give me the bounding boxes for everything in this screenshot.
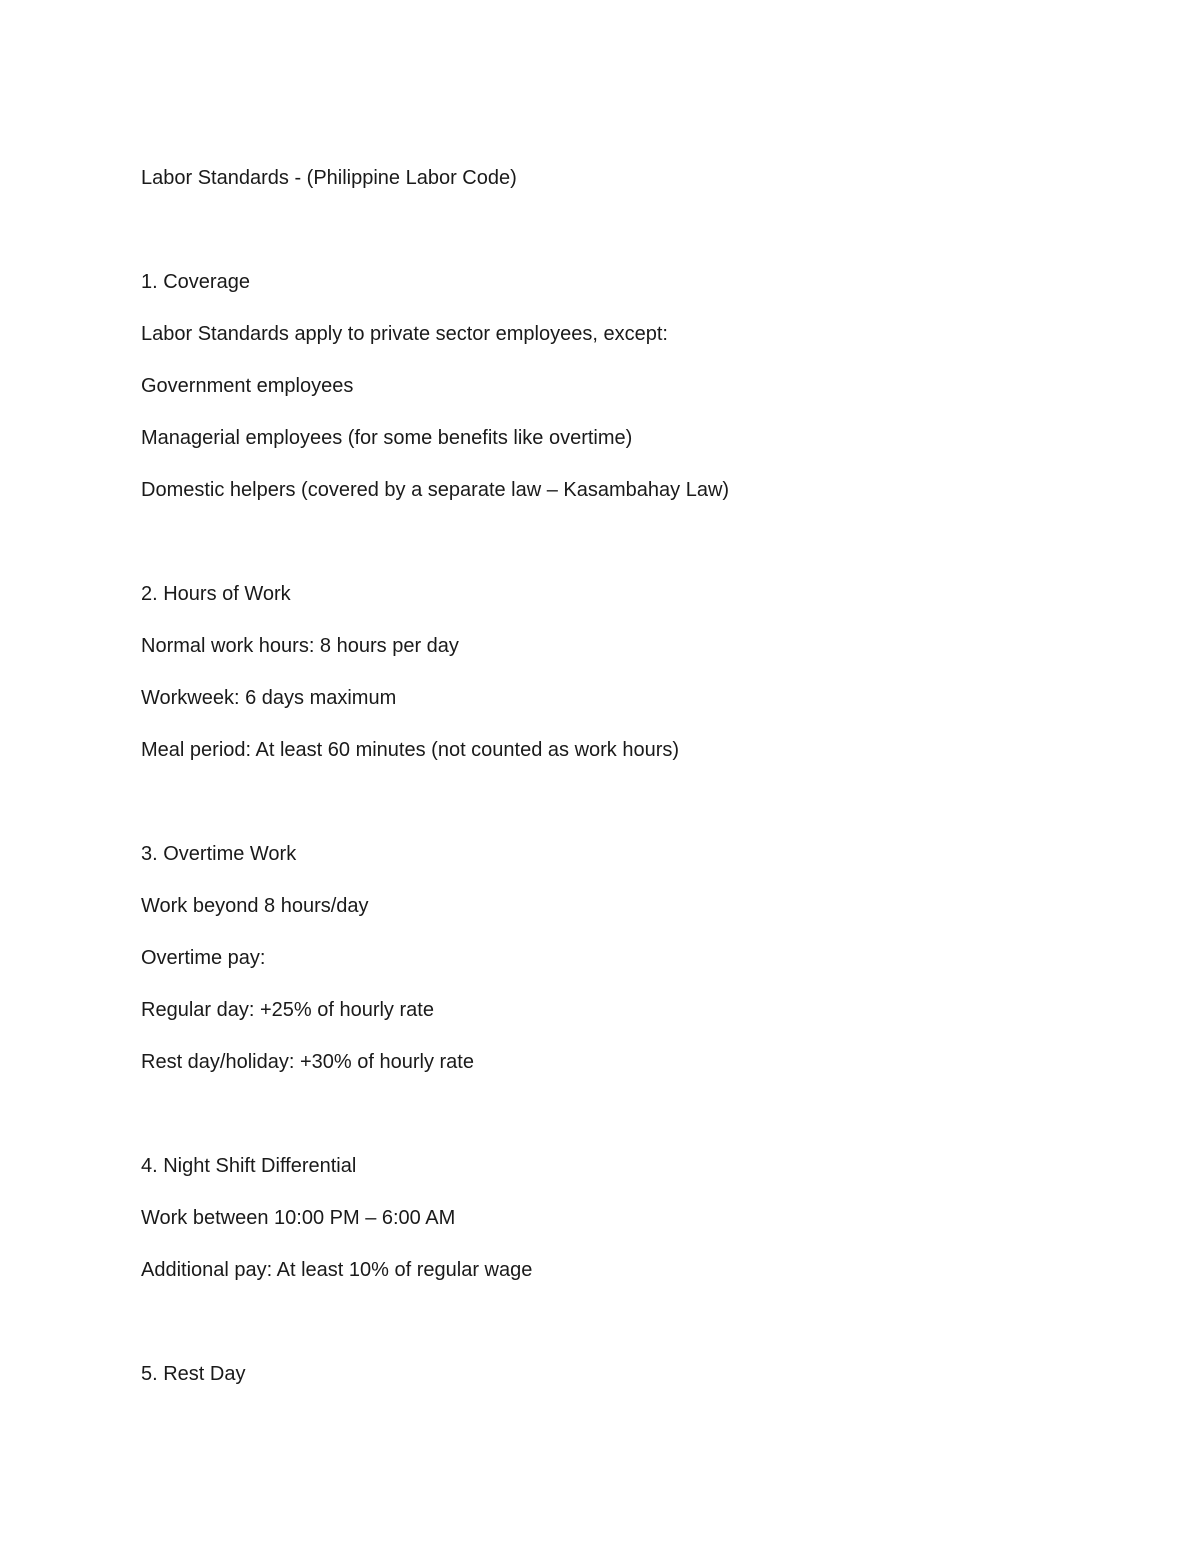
section-heading-coverage: 1. Coverage xyxy=(141,271,250,293)
coverage-line: Labor Standards apply to private sector employees, except: xyxy=(141,323,668,345)
coverage-line: Managerial employees (for some benefits like overtime) xyxy=(141,427,633,449)
overtime-line: Overtime pay: xyxy=(141,947,266,969)
document-title: Labor Standards - (Philippine Labor Code) xyxy=(141,167,517,189)
hours-line: Normal work hours: 8 hours per day xyxy=(141,635,459,657)
section-heading-hours-of-work: 2. Hours of Work xyxy=(141,583,291,605)
coverage-line: Domestic helpers (covered by a separate law – Kasambahay Law) xyxy=(141,479,730,501)
hours-line: Workweek: 6 days maximum xyxy=(141,687,397,709)
coverage-line: Government employees xyxy=(141,375,354,397)
section-heading-overtime-work: 3. Overtime Work xyxy=(141,843,297,865)
overtime-line: Rest day/holiday: +30% of hourly rate xyxy=(141,1051,474,1073)
overtime-line: Work beyond 8 hours/day xyxy=(141,895,369,917)
section-heading-rest-day: 5. Rest Day xyxy=(141,1363,246,1385)
document-body xyxy=(141,164,1101,1412)
section-heading-night-shift: 4. Night Shift Differential xyxy=(141,1155,357,1177)
hours-line: Meal period: At least 60 minutes (not counted as work hours) xyxy=(141,739,680,761)
night-shift-line: Additional pay: At least 10% of regular wage xyxy=(141,1259,533,1281)
overtime-line: Regular day: +25% of hourly rate xyxy=(141,999,434,1021)
night-shift-line: Work between 10:00 PM – 6:00 AM xyxy=(141,1207,456,1229)
